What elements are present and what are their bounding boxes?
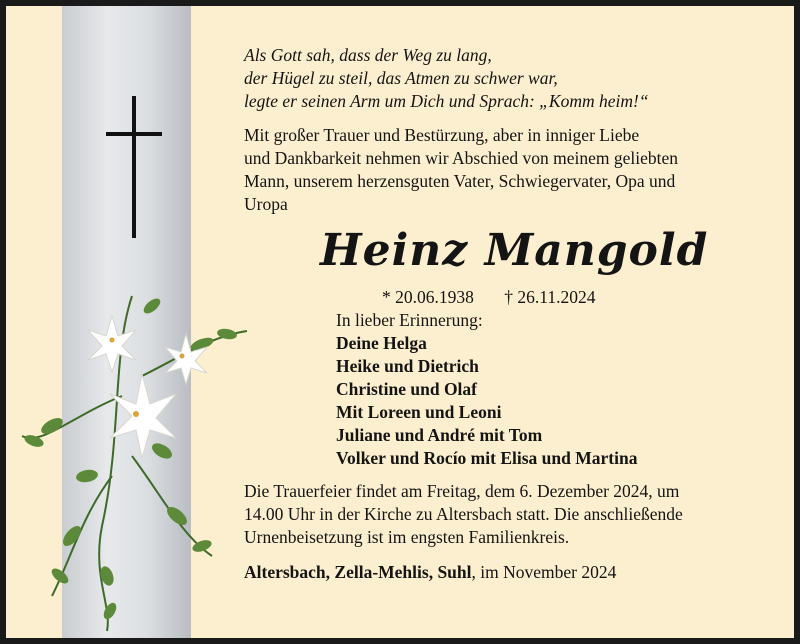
death-date: † 26.11.2024 [504,287,596,307]
intro-line: und Dankbarkeit nehmen wir Abschied von meinem geliebten [244,148,678,168]
intro-line: Mit großer Trauer und Bestürzung, aber in inniger Liebe [244,125,640,145]
family-list [336,309,784,470]
family-lead: In lieber Erinnerung: [336,310,483,330]
service-line: 14.00 Uhr in der Kirche zu Altersbach statt. Die anschließende [244,504,683,524]
family-member: Heike und Dietrich [336,356,479,376]
poem-line: Als Gott sah, dass der Weg zu lang, [244,45,492,65]
poem [244,44,784,113]
family-member: Volker und Rocío mit Elisa und Martina [336,448,638,468]
notice-text [244,44,784,584]
family-member: Mit Loreen und Leoni [336,402,502,422]
service-info [244,480,784,549]
family-member: Christine und Olaf [336,379,477,399]
deceased-name: Heinz Mangold [320,225,709,276]
closing-places: Altersbach, Zella-Mehlis, Suhl [244,562,472,582]
family-member: Deine Helga [336,333,427,353]
family-member: Juliane und André mit Tom [336,425,543,445]
intro-line: Mann, unserem herzensguten Vater, Schwiegervater, Opa und [244,171,676,191]
lily-bouquet-icon [12,276,252,636]
poem-line: legte er seinen Arm um Dich und Sprach: „Komm heim!“ [244,91,649,111]
life-dates [382,286,784,309]
closing-date: , im November 2024 [471,562,617,582]
closing-line [244,561,784,584]
poem-line: der Hügel zu steil, das Atmen zu schwer war, [244,68,558,88]
intro-line: Uropa [244,194,288,214]
intro-text [244,124,784,216]
service-line: Die Trauerfeier findet am Freitag, dem 6. Dezember 2024, um [244,481,680,501]
service-line: Urnenbeisetzung ist im engsten Familienkreis. [244,527,570,547]
cross-icon [102,96,166,238]
birth-date: * 20.06.1938 [382,287,474,307]
